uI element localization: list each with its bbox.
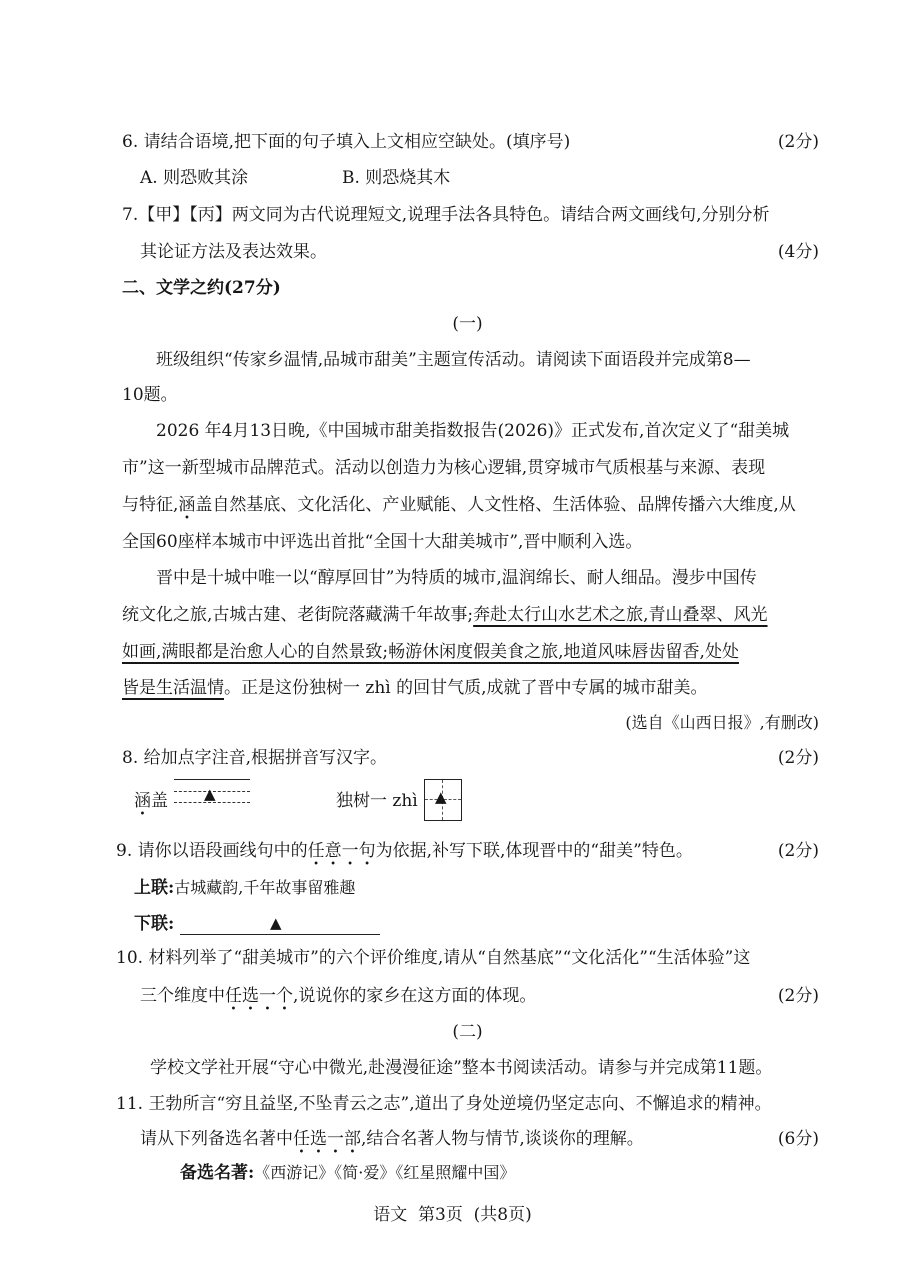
underlined-sentence: 奔赴太行山水艺术之旅,青山叠翠、风光 [473,605,768,625]
part-1-title: (一) [452,314,483,334]
book-list: 备选名著:《西游记》《简·爱》《红星照耀中国》 [180,1163,516,1183]
passage-p1-line2: 市”这一新型城市品牌范式。活动以创造力为核心逻辑,贯穿城市气质根基与来源、表现 [122,458,766,478]
underlined-sentence: 皆是生活温情 [122,678,224,698]
intro-1-line2: 10题。 [122,385,178,405]
question-6-points: (2分) [777,132,819,152]
question-11-points: (6分) [777,1129,819,1149]
dotted-char: 涵 [178,495,196,515]
question-6-text: 6. 请结合语境,把下面的句子填入上文相应空缺处。(填序号) [122,132,571,152]
question-9-points: (2分) [777,841,819,861]
hanzi-answer-box[interactable] [424,779,462,821]
option-b: B. 则恐烧其木 [342,168,451,188]
couplet-lower: 下联: [134,914,175,934]
passage-p2-line2: 统文化之旅,古城古建、老街院落藏满千年故事;奔赴太行山水艺术之旅,青山叠翠、风光 [122,605,768,625]
option-a: A. 则恐败其涂 [140,168,249,188]
passage-p1-line3: 与特征,涵盖自然基底、文化活化、产业赋能、人文性格、生活体验、品牌传播六大维度,从 [122,495,796,515]
question-7-points: (4分) [777,242,819,262]
question-10-line2: 三个维度中任选一个,说说你的家乡在这方面的体现。 [140,986,537,1006]
dotted-char: 涵 [134,791,151,811]
passage-p2-line3: 如画,满眼都是治愈人心的自然景致;畅游休闲度假美食之旅,地道风味唇齿留香,处处 [122,642,739,662]
pinyin-answer-box[interactable] [174,779,250,814]
q8-item-1: 涵盖 [134,791,168,811]
question-11-line2: 请从下列备选名著中任选一部,结合名著人物与情节,谈谈你的理解。 [140,1129,644,1149]
question-11-line1: 11. 王勃所言“穷且益坚,不坠青云之志”,道出了身处逆境仍坚定志向、不懈追求的精神。 [116,1094,772,1114]
part-2-title: (二) [452,1022,483,1042]
couplet-upper: 上联:古城藏韵,千年故事留雅趣 [134,878,356,898]
question-8-text: 8. 给加点字注音,根据拼音写汉字。 [122,748,388,768]
q8-item-2: 独树一 zhì [336,791,418,811]
underlined-sentence: 如画,满眼都是治愈人心的自然景致 [122,642,383,662]
answer-triangle-icon: ▲ [270,914,282,932]
section-2-title: 二、文学之约(27分) [122,278,281,298]
couplet-answer-line[interactable] [180,914,380,935]
question-9-text: 9. 请你以语段画线句中的任意一句为依据,补写下联,体现晋中的“甜美”特色。 [116,841,693,861]
page-footer: 语文 第3页 (共8页) [373,1205,532,1225]
answer-triangle-icon: ▲ [204,785,216,803]
intro-1-line1: 班级组织“传家乡温情,品城市甜美”主题宣传活动。请阅读下面语段并完成第8— [156,350,751,370]
passage-p1-line4: 全国60座样本城市中评选出首批“全国十大甜美城市”,晋中顺利入选。 [122,532,643,552]
passage-p2-line1: 晋中是十城中唯一以“醇厚回甘”为特质的城市,温润绵长、耐人细品。漫步中国传 [156,568,757,588]
intro-2: 学校文学社开展“守心中微光,赴漫漫征途”整本书阅读活动。请参与并完成第11题。 [150,1058,773,1078]
question-7-line2: 其论证方法及表达效果。 [140,242,327,262]
question-10-line1: 10. 材料列举了“甜美城市”的六个评价维度,请从“自然基底”“文化活化”“生活体验”这 [116,948,751,968]
question-8-points: (2分) [777,748,819,768]
passage-p2-line4: 皆是生活温情。正是这份独树一 zhì 的回甘气质,成就了晋中专属的城市甜美。 [122,678,708,698]
question-7-line1: 7.【甲】【丙】两文同为古代说理短文,说理手法各具特色。请结合两文画线句,分别分析 [122,205,770,225]
question-10-points: (2分) [777,986,819,1006]
passage-p1-line1: 2026 年4月13日晚,《中国城市甜美指数报告(2026)》正式发布,首次定义了“甜美城 [156,421,790,441]
answer-triangle-icon: ▲ [435,788,447,806]
passage-source: (选自《山西日报》,有删改) [625,713,819,732]
